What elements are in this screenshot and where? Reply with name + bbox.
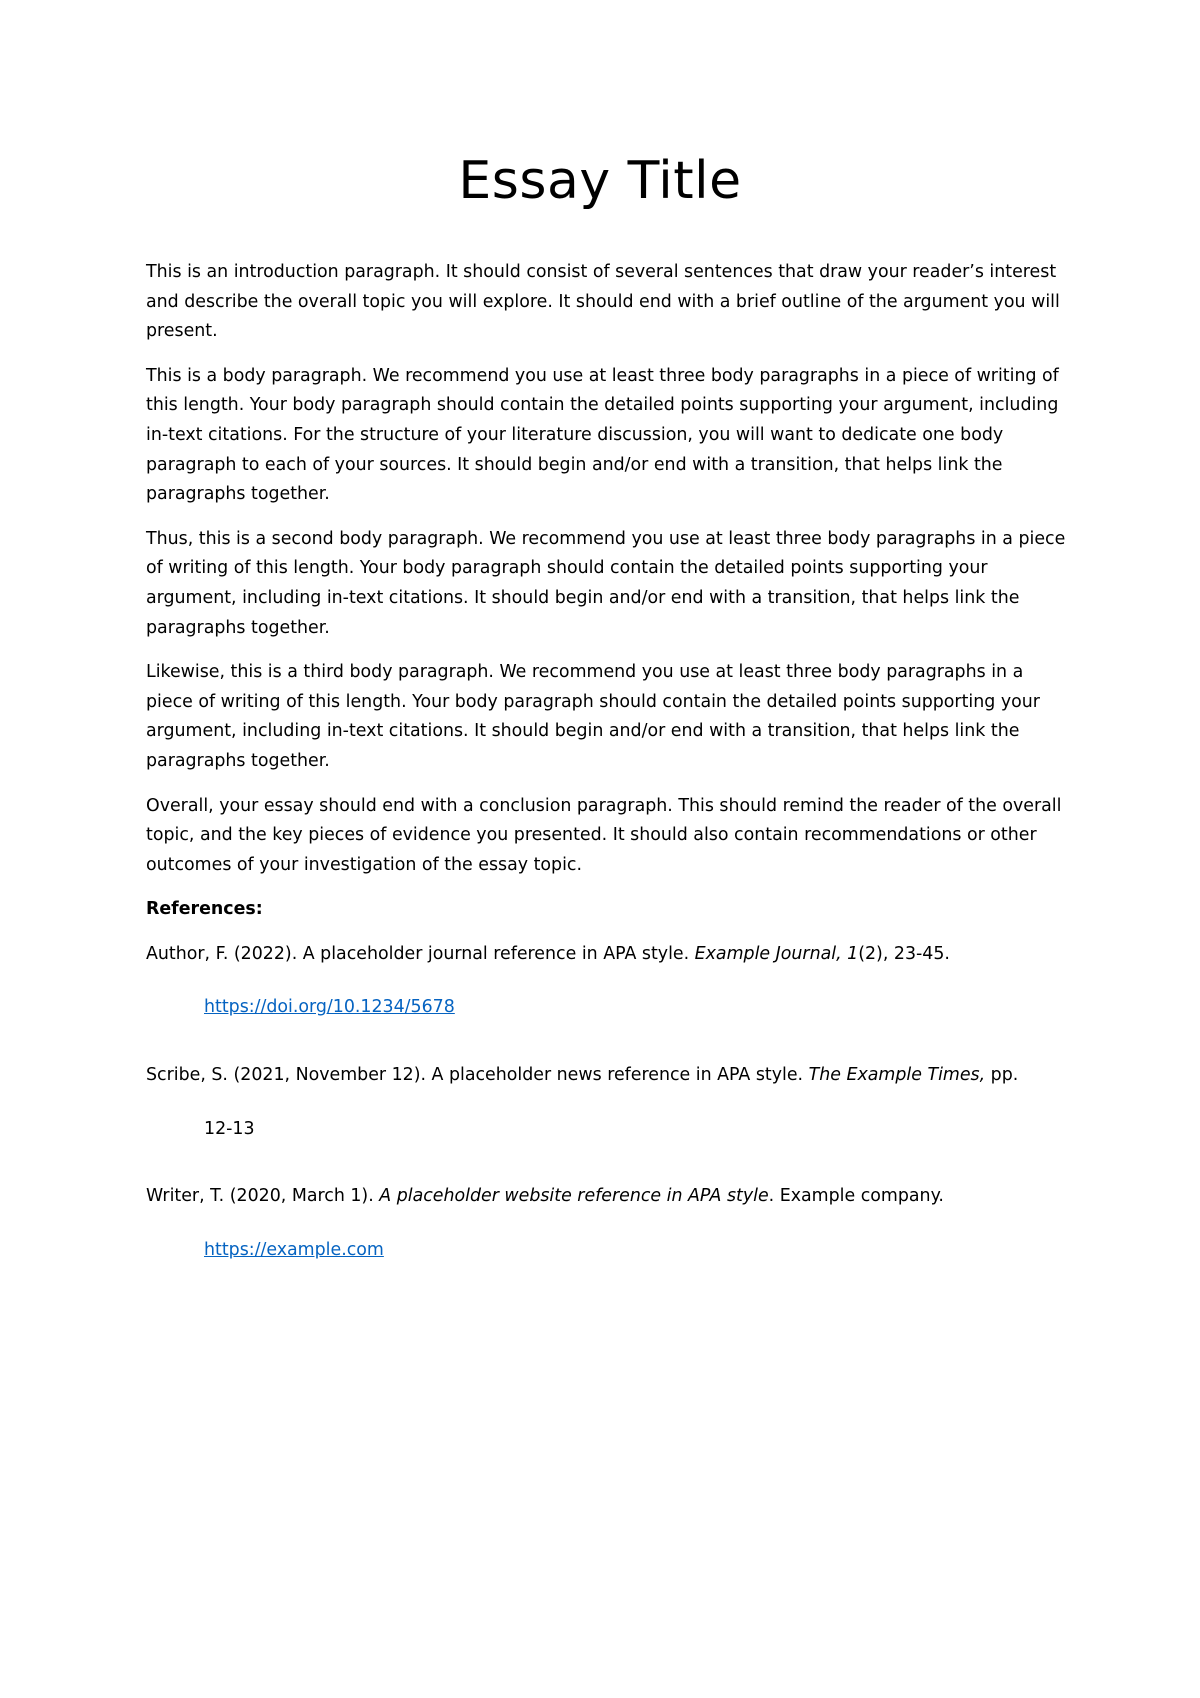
reference-journal-doi xyxy=(146,993,1066,1023)
doi-link[interactable]: https://doi.org/10.1234/5678 xyxy=(204,997,455,1018)
reference-list xyxy=(146,940,1066,1266)
reference-journal xyxy=(146,940,1066,970)
body-paragraph-1: This is a body paragraph. We recommend you use at least three body paragraphs in a piece of writing of this length. Your body paragraph should contain the detailed points supporting your argument, including in-text citations. For the structure of your literature discussion, you will want to dedicate one body paragraph to each of your sources. It should begin and/or end with a transition, that helps link the paragraphs together. xyxy=(146,365,1059,505)
website-link[interactable]: https://example.com xyxy=(204,1239,384,1260)
conclusion-paragraph: Overall, your essay should end with a conclusion paragraph. This should remind the reader of the overall topic, and the key pieces of evidence you presented. It should also contain recommendations or other outcomes of your investigation of the essay topic. xyxy=(146,795,1062,875)
reference-journal-italic: Example Journal, 1 xyxy=(694,943,859,964)
reference-website xyxy=(146,1182,1066,1212)
references-heading: References: xyxy=(146,899,263,920)
document-body xyxy=(146,258,1066,1265)
reference-website-url xyxy=(146,1236,1066,1266)
reference-news-text: Scribe, S. (2021, November 12). A placeholder news reference in APA style. xyxy=(146,1065,809,1086)
reference-news xyxy=(146,1061,1066,1091)
body-paragraph-3: Likewise, this is a third body paragraph. We recommend you use at least three body paragraphs in a piece of writing of this length. Your body paragraph should contain the detailed points supporting your argument, including in-text citations. It should begin and/or end with a transition, that helps link the paragraphs together. xyxy=(146,662,1040,771)
reference-journal-text: Author, F. (2022). A placeholder journal reference in APA style. xyxy=(146,943,695,964)
reference-journal-suffix: (2), 23-45. xyxy=(858,943,950,964)
essay-title: Essay Title xyxy=(458,151,742,211)
reference-website-italic: A placeholder website reference in APA style xyxy=(379,1186,769,1207)
reference-news-suffix: pp. xyxy=(985,1065,1019,1086)
intro-paragraph: This is an introduction paragraph. It should consist of several sentences that draw your reader’s interest and describe the overall topic you will explore. It should end with a brief outline of the argument you will present. xyxy=(146,262,1060,342)
reference-news-italic: The Example Times, xyxy=(808,1065,986,1086)
reference-website-suffix: . Example company. xyxy=(768,1186,944,1207)
reference-news-pages: 12-13 xyxy=(204,1118,255,1139)
reference-website-text: Writer, T. (2020, March 1). xyxy=(146,1186,380,1207)
body-paragraph-2: Thus, this is a second body paragraph. We recommend you use at least three body paragraphs in a piece of writing of this length. Your body paragraph should contain the detailed points supporting your argument, including in-text citations. It should begin and/or end with a transition, that helps link the paragraphs together. xyxy=(146,528,1066,638)
